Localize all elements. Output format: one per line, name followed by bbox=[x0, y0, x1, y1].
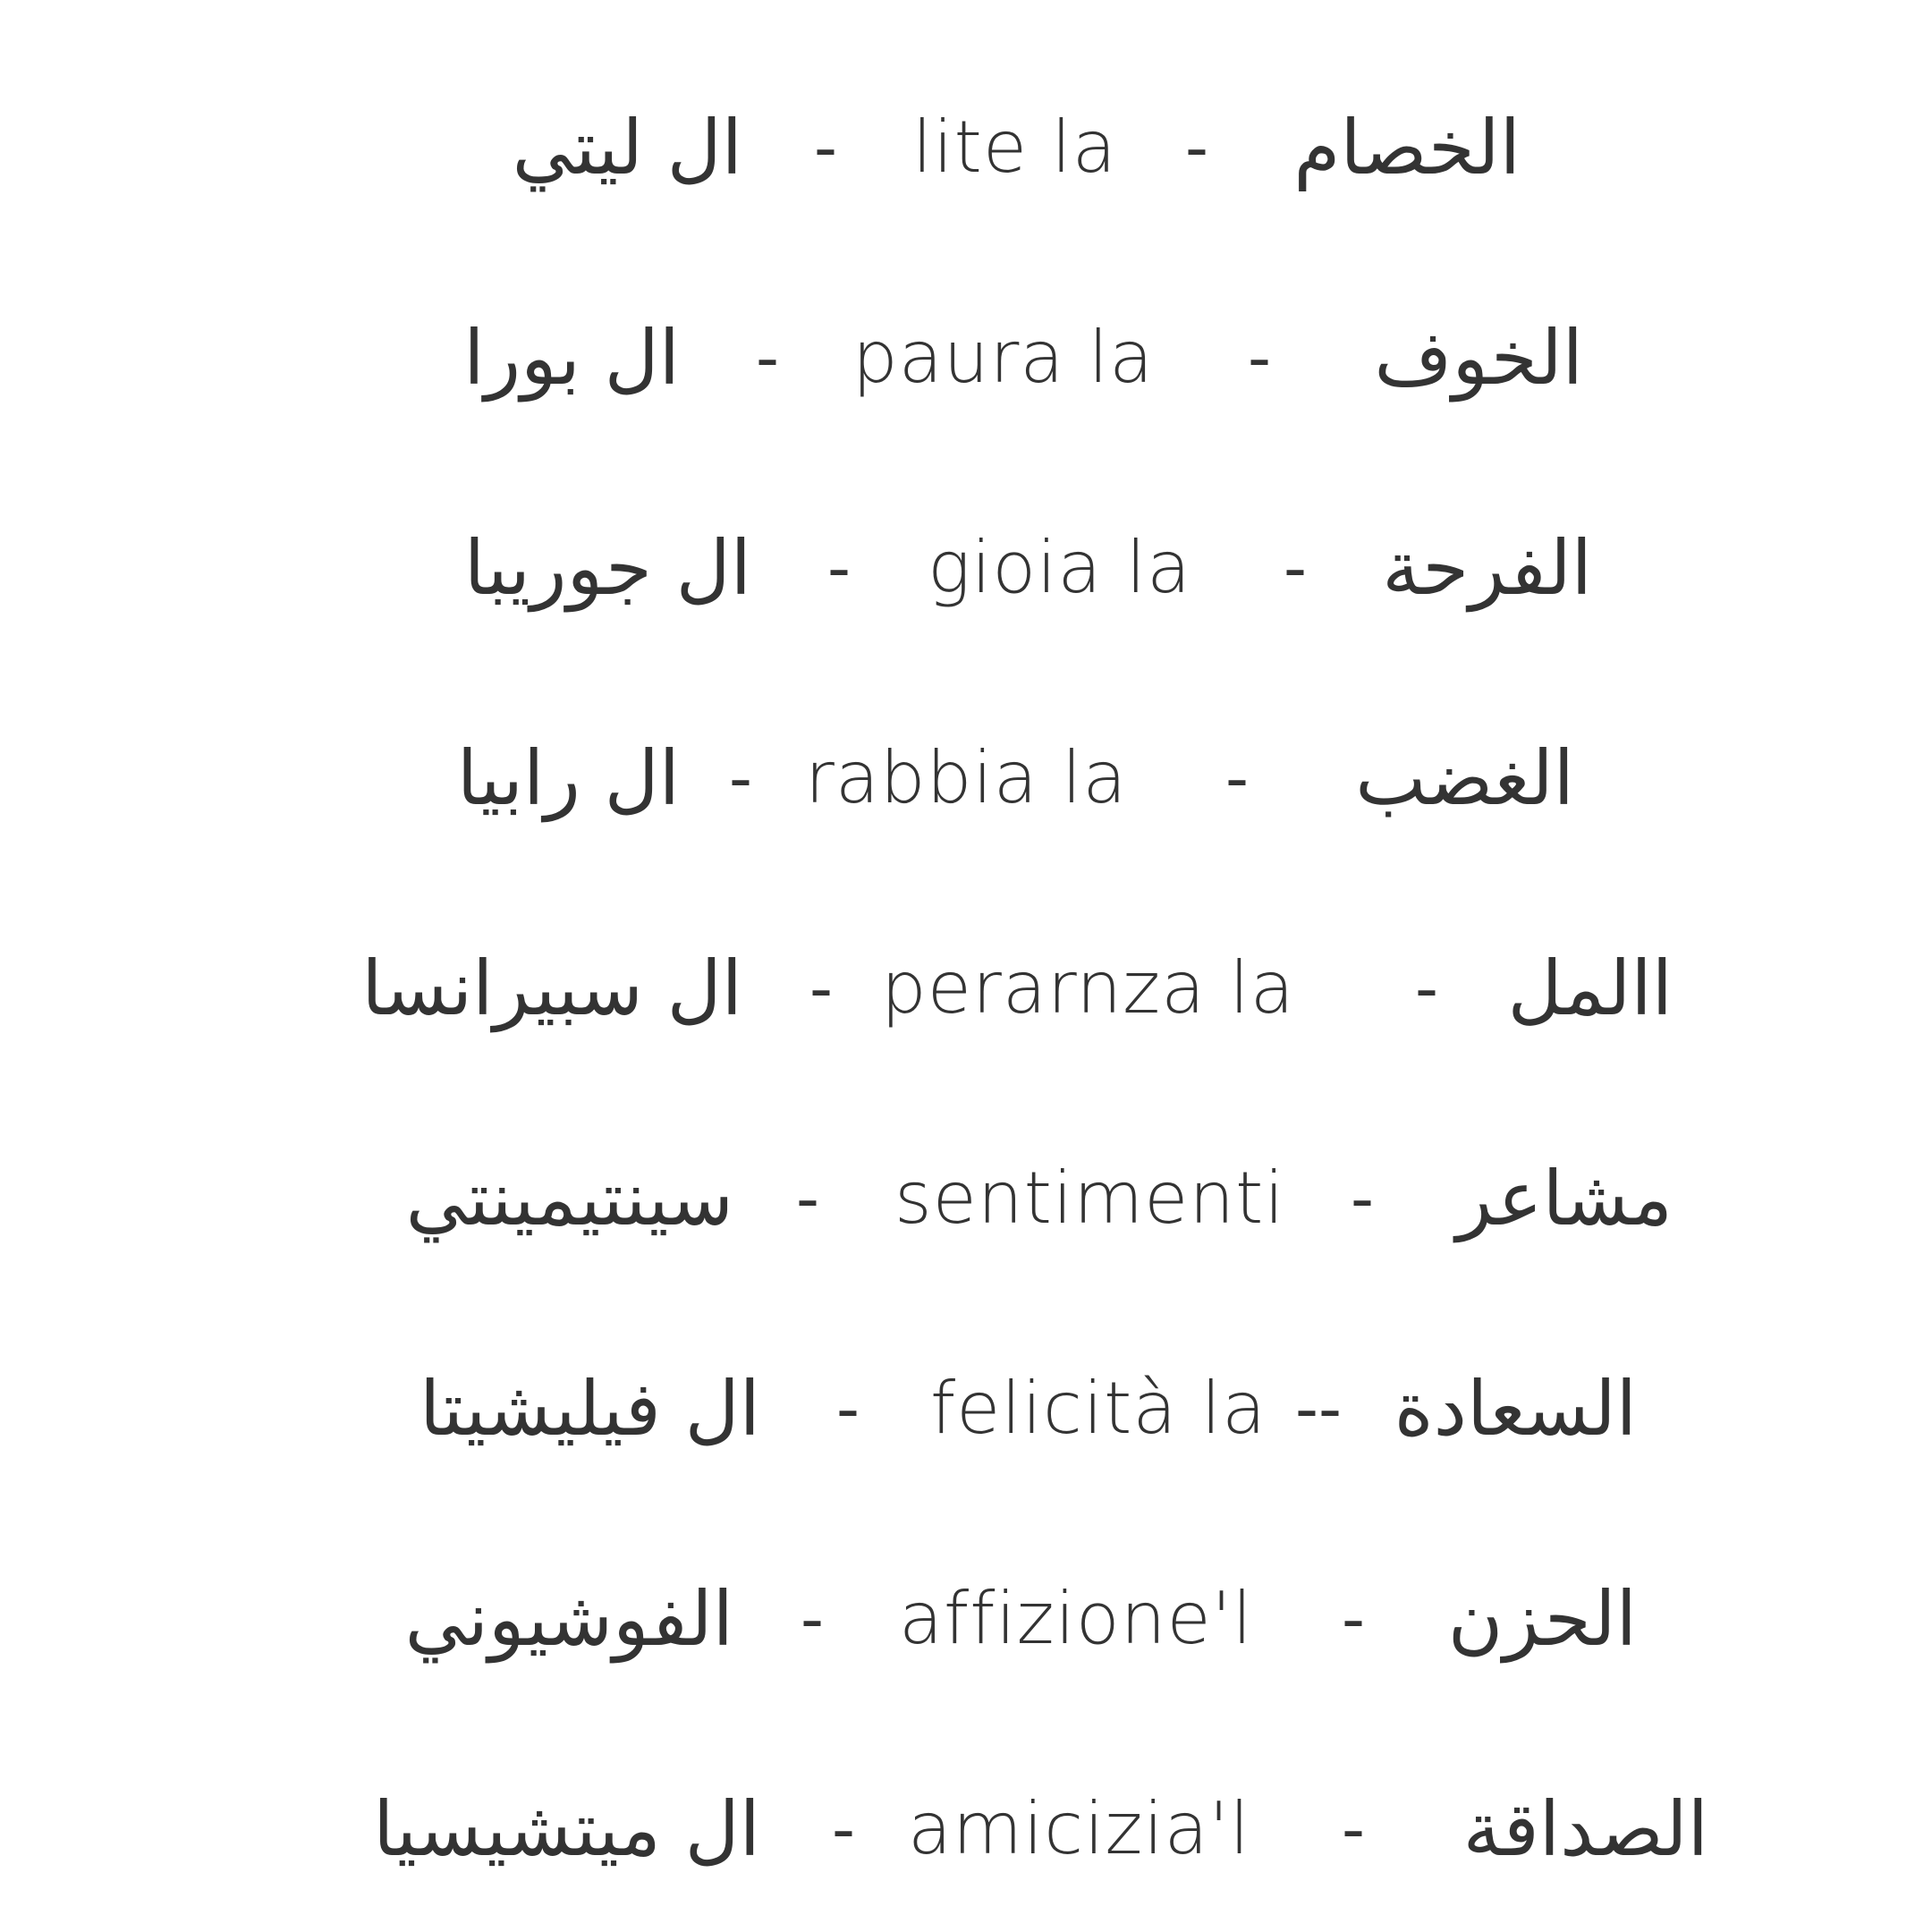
transliteration: ال ميتشيسيا bbox=[373, 1785, 760, 1873]
transliteration: ال ليتي bbox=[512, 104, 742, 191]
arabic-word: الخصام bbox=[1293, 104, 1521, 191]
separator: - bbox=[827, 530, 851, 606]
vocab-row bbox=[0, 295, 1932, 420]
italian-word: perarnza la bbox=[881, 946, 1295, 1030]
separator: - bbox=[1284, 530, 1307, 606]
italian-word: lite la bbox=[912, 106, 1117, 189]
separator: - bbox=[1351, 1161, 1374, 1236]
vocab-row bbox=[0, 1556, 1932, 1682]
italian-word: gioia la bbox=[928, 526, 1192, 609]
italian-word: sentimenti bbox=[894, 1157, 1285, 1240]
arabic-word: الخوف bbox=[1374, 314, 1583, 402]
separator: - bbox=[832, 1792, 855, 1867]
transliteration: ال جوريبا bbox=[463, 524, 751, 612]
separator: - bbox=[1415, 951, 1438, 1026]
arabic-word: السعادة bbox=[1394, 1365, 1637, 1453]
arabic-word: الصداقة bbox=[1462, 1785, 1708, 1873]
separator: - bbox=[796, 1161, 819, 1236]
separator: - bbox=[809, 951, 833, 1026]
arabic-word: االمل bbox=[1507, 945, 1673, 1032]
arabic-word: الفرحة bbox=[1382, 524, 1592, 612]
arabic-word: مشاعر bbox=[1456, 1155, 1673, 1242]
separator: - bbox=[729, 741, 752, 816]
separator: - bbox=[836, 1371, 860, 1446]
italian-word: affizione'l bbox=[899, 1577, 1253, 1660]
vocab-row bbox=[0, 505, 1932, 631]
vocab-row bbox=[0, 1136, 1932, 1261]
vocab-row bbox=[0, 85, 1932, 210]
arabic-word: الحزن bbox=[1447, 1575, 1637, 1663]
transliteration: ال فيليشيتا bbox=[419, 1365, 760, 1453]
transliteration: ال بورا bbox=[463, 314, 680, 402]
separator: -- bbox=[1295, 1371, 1342, 1446]
separator: - bbox=[1185, 110, 1208, 185]
transliteration: ال رابيا bbox=[456, 734, 680, 822]
vocab-row bbox=[0, 716, 1932, 841]
separator: - bbox=[1248, 320, 1271, 395]
italian-word: felicità la bbox=[930, 1367, 1267, 1450]
separator: - bbox=[801, 1581, 824, 1657]
arabic-word: الغضب bbox=[1355, 734, 1574, 822]
separator: - bbox=[814, 110, 837, 185]
italian-word: rabbia la bbox=[805, 736, 1128, 819]
vocab-row bbox=[0, 1767, 1932, 1892]
separator: - bbox=[756, 320, 779, 395]
vocab-row bbox=[0, 926, 1932, 1051]
separator: - bbox=[1342, 1581, 1365, 1657]
italian-word: amicizia'l bbox=[908, 1787, 1250, 1870]
italian-word: paura la bbox=[852, 316, 1155, 399]
transliteration: ال سبيرانسا bbox=[361, 945, 742, 1032]
separator: - bbox=[1342, 1792, 1365, 1867]
separator: - bbox=[1225, 741, 1249, 816]
transliteration: سينتيمينتي bbox=[405, 1155, 733, 1242]
transliteration: الفوشيوني bbox=[404, 1575, 733, 1663]
vocab-row bbox=[0, 1346, 1932, 1471]
